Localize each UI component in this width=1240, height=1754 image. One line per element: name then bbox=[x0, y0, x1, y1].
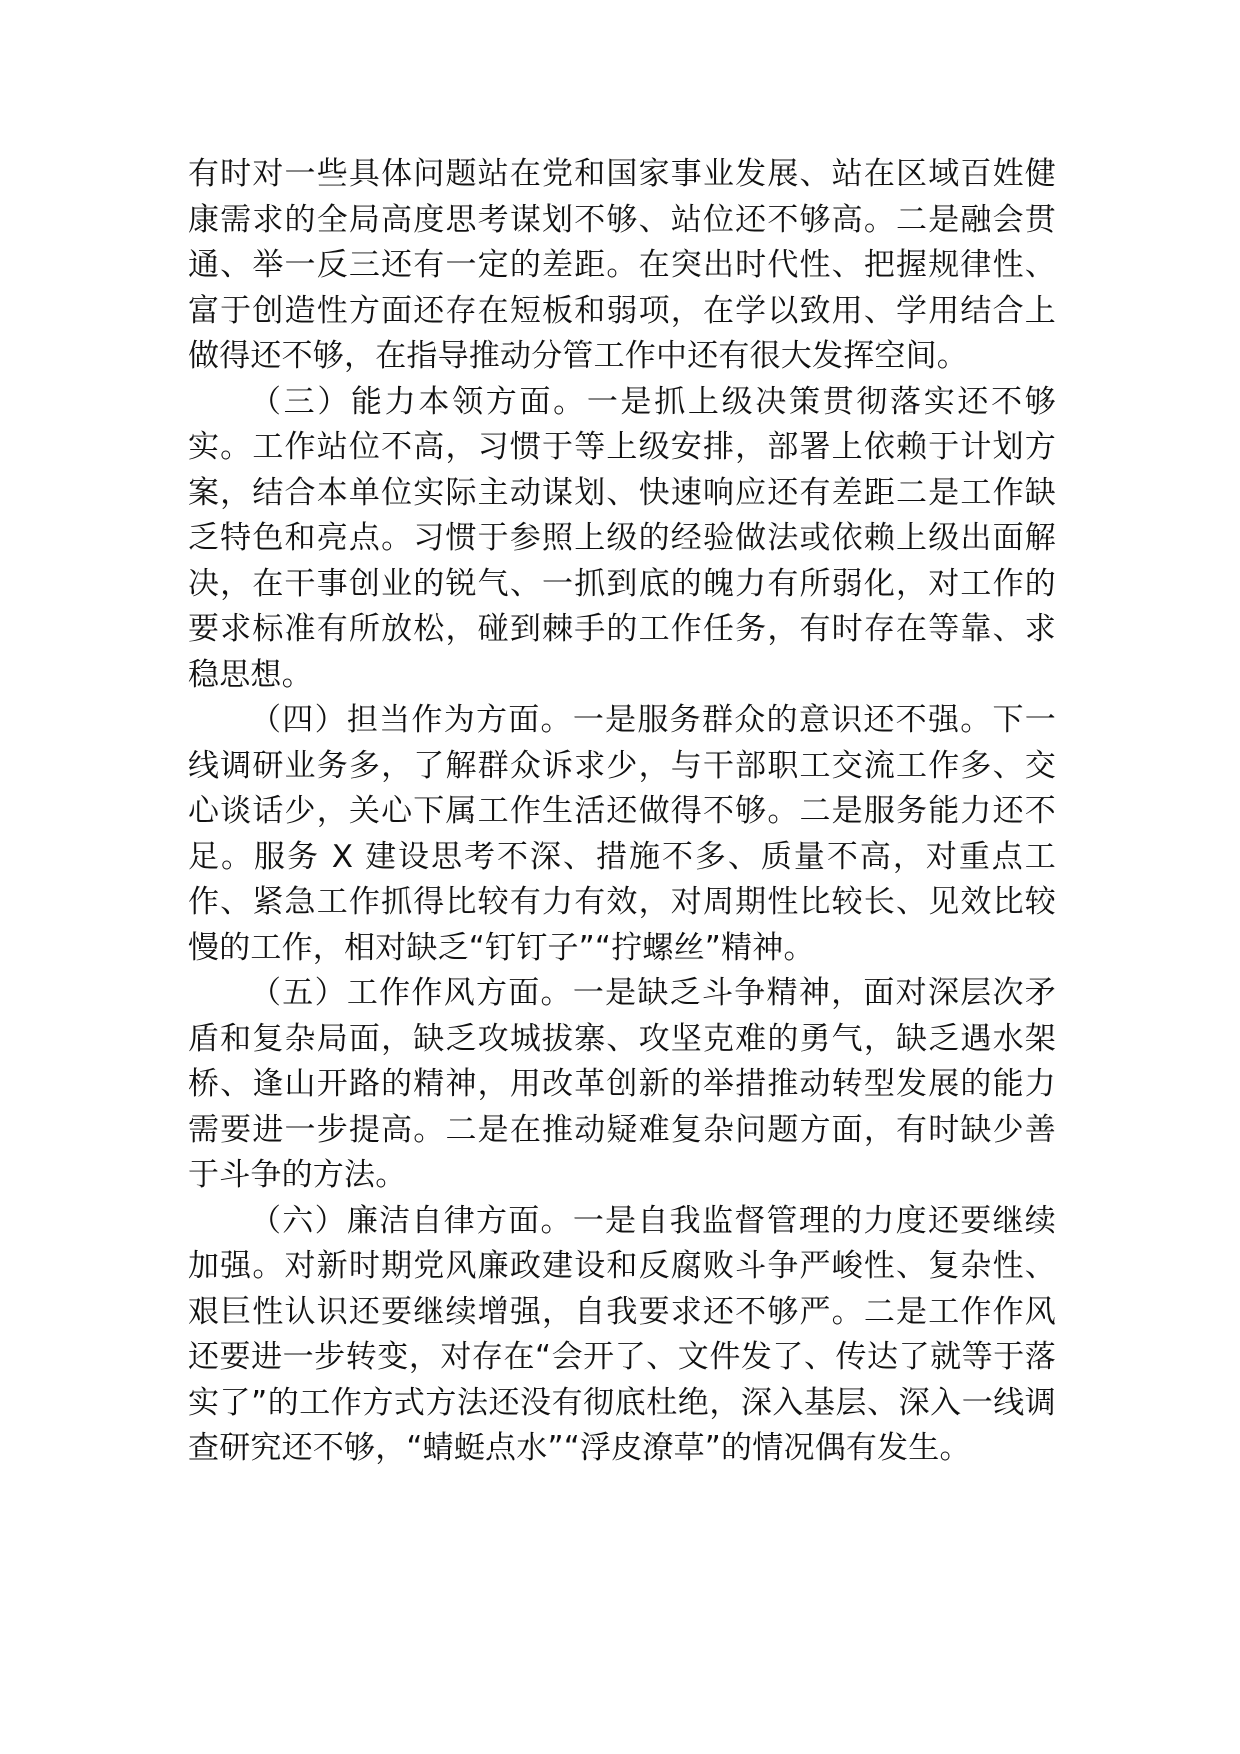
body-paragraph-4: （五）工作作风方面。一是缺乏斗争精神，面对深层次矛盾和复杂局面，缺乏攻城拔寨、攻坚克难的勇气，缺乏遇水架桥、逢山开路的精神，用改革创新的举措推动转型发展的能力需要进一步提高。二是在推动疑难复杂问题方面，有时缺少善于斗争的方法。 bbox=[188, 975, 1056, 1193]
body-paragraph-1: 有时对一些具体问题站在党和国家事业发展、站在区域百姓健康需求的全局高度思考谋划不够、站位还不够高。二是融会贯通、举一反三还有一定的差距。在突出时代性、把握规律性、富于创造性方面还存在短板和弱项，在学以致用、学用结合上做得还不够，在指导推动分管工作中还有很大发挥空间。 bbox=[188, 156, 1056, 374]
body-paragraph-3: （四）担当作为方面。一是服务群众的意识还不强。下一线调研业务多，了解群众诉求少，与干部职工交流工作多、交心谈话少，关心下属工作生活还做得不够。二是服务能力还不足。服务 X 建设思考不深、措施不多、质量不高，对重点工作、紧急工作抓得比较有力有效，对周期性比较长、见效比较慢的工作，相对缺乏“钉钉子”“拧螺丝”精神。 bbox=[188, 702, 1056, 966]
document-page bbox=[188, 152, 1056, 1472]
body-paragraph-5: （六）廉洁自律方面。一是自我监督管理的力度还要继续加强。对新时期党风廉政建设和反腐败斗争严峻性、复杂性、艰巨性认识还要继续增强，自我要求还不够严。二是工作作风还要进一步转变，对存在“会开了、文件发了、传达了就等于落实了”的工作方式方法还没有彻底杜绝，深入基层、深入一线调查研究还不够，“蜻蜓点水”“浮皮潦草”的情况偶有发生。 bbox=[188, 1202, 1056, 1466]
body-paragraph-2: （三）能力本领方面。一是抓上级决策贯彻落实还不够实。工作站位不高，习惯于等上级安排，部署上依赖于计划方案，结合本单位实际主动谋划、快速响应还有差距二是工作缺乏特色和亮点。习惯于参照上级的经验做法或依赖上级出面解决，在干事创业的锐气、一抓到底的魄力有所弱化，对工作的要求标准有所放松，碰到棘手的工作任务，有时存在等靠、求稳思想。 bbox=[188, 383, 1056, 693]
